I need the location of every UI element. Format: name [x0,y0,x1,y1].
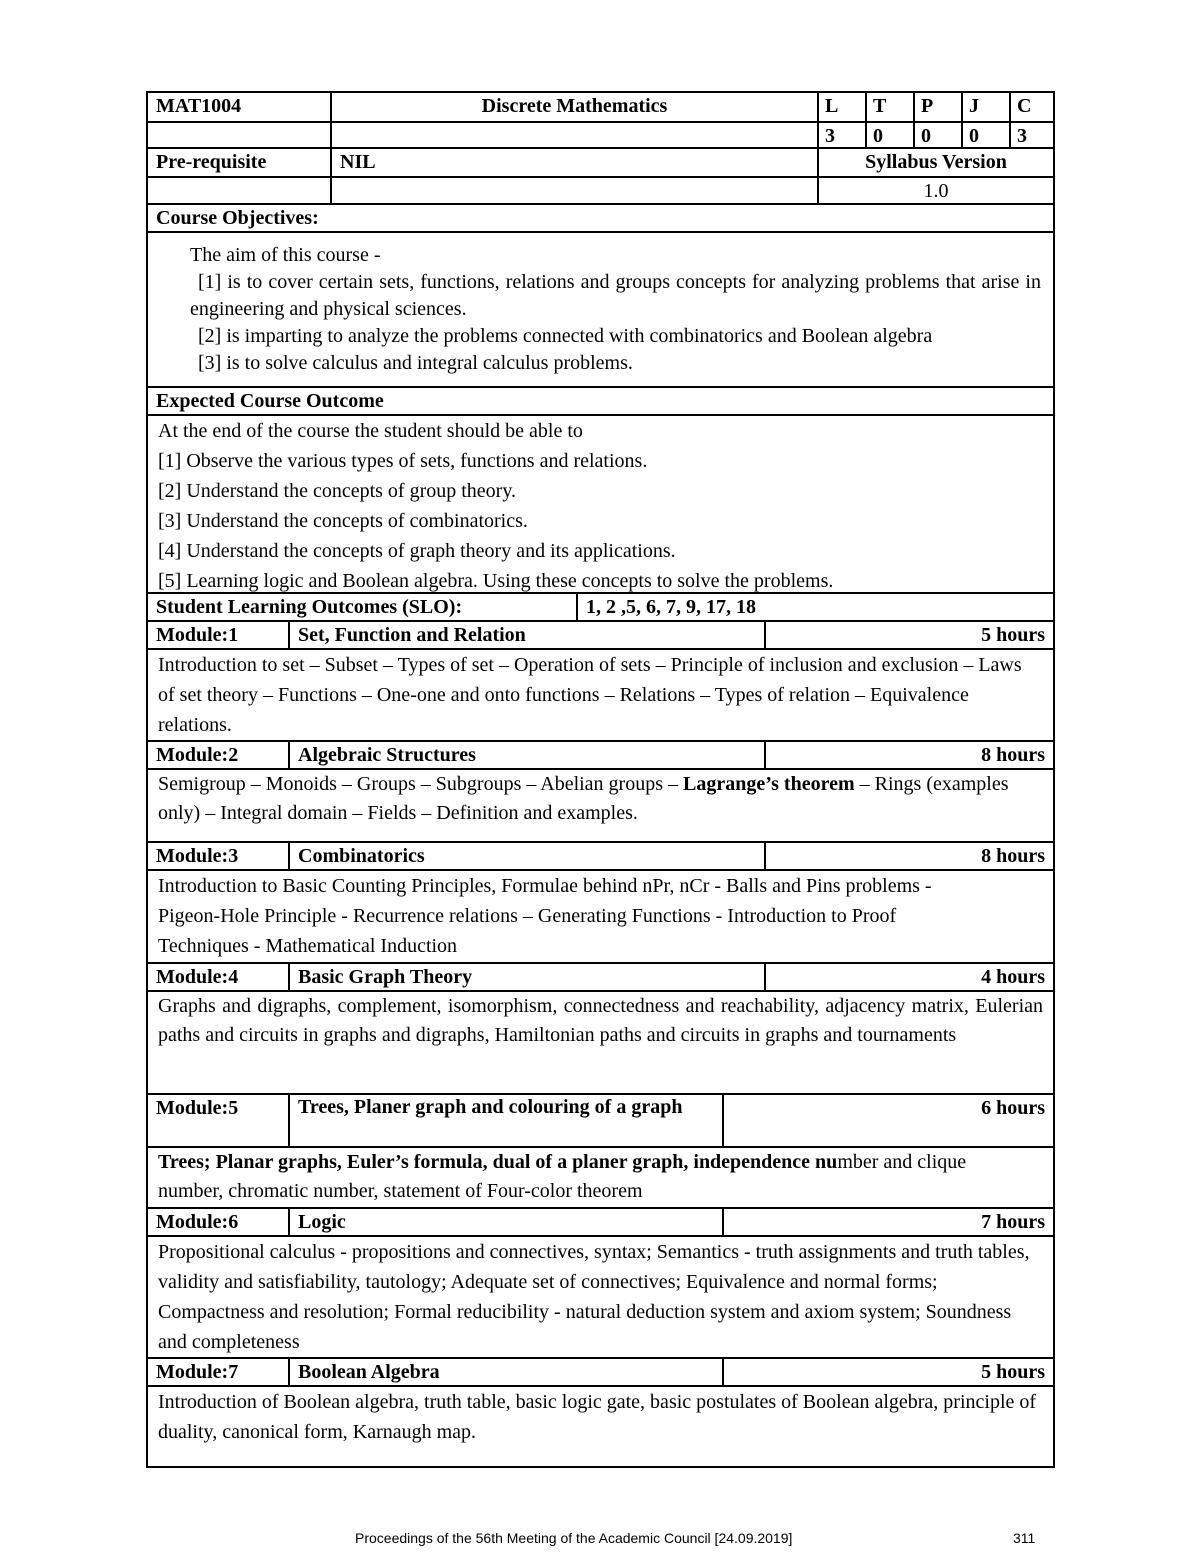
module-content-row [146,1235,1055,1357]
module-hours: 5 hours [764,622,1053,648]
module-label: Module:6 [156,1211,239,1233]
module-title: Logic [288,1209,722,1235]
module-label: Module:7 [156,1361,239,1383]
page-footer: Proceedings of the 56th Meeting of the Academic Council [24.09.2019] [355,1530,793,1546]
module-title: Trees, Planer graph and colouring of a graph [288,1095,722,1146]
module-content-row [146,990,1055,1093]
module-hours: 8 hours [764,843,1053,869]
outcomes-body-row [146,414,1055,592]
module-content: Introduction to Basic Counting Principles, Formulae behind nPr, nCr - Balls and Pins problems - Pigeon-Hole Principle - Recurrence relations – Generating Functions - Introduction to Proof Techniques - Mathematical Induction [158,875,932,957]
objective-item-1: [1] is to cover certain sets, functions, relations and groups concepts for analyzing problems that arise in engineering and physical sciences. [190,271,1041,320]
module-content-row [146,648,1055,740]
ltpjc-label-p: P [913,93,961,121]
module-content-bold: Trees; Planar graphs, Euler’s formula, dual of a planer graph, independence nu [158,1151,838,1173]
objectives-body [148,233,1053,386]
page-number: 311 [1013,1530,1036,1546]
outcome-item-3: [3] Understand the concepts of combinatorics. [158,510,528,532]
module-title: Combinatorics [288,843,764,869]
objective-item-2: [2] is imparting to analyze the problems connected with combinatorics and Boolean algebra [198,325,933,347]
module-content-post: mber and clique number, chromatic number, statement of Four-color theorem [158,1151,967,1202]
header-row [146,91,1055,121]
module-content: Graphs and digraphs, complement, isomorphism, connectedness and reachability, adjacency matrix, Eulerian paths and circuits in graphs and digraphs, Hamiltonian paths and circuits in graphs and tournaments [158,995,1043,1046]
course-code: MAT1004 [156,95,242,117]
version-row [146,176,1055,203]
module-label: Module:2 [156,744,239,766]
outcome-item-4: [4] Understand the concepts of graph theory and its applications. [158,540,676,562]
module-content: Introduction of Boolean algebra, truth table, basic logic gate, basic postulates of Boolean algebra, principle of duality, canonical form, Karnaugh map. [158,1391,1037,1443]
outcomes-heading-row [146,386,1055,414]
module-header-row [146,1357,1055,1385]
ltpjc-labels [817,93,1057,121]
ltpjc-value-t: 0 [865,123,913,147]
objective-item-3: [3] is to solve calculus and integral calculus problems. [198,352,633,374]
module-hours: 5 hours [722,1359,1053,1385]
module-header-row [146,841,1055,869]
slo-row [146,592,1055,620]
ltpjc-label-c: C [1009,93,1057,121]
module-hours: 7 hours [722,1209,1053,1235]
module-title: Basic Graph Theory [288,964,764,990]
module-label: Module:1 [156,624,239,646]
module-content [148,770,1053,841]
module-header-row [146,1207,1055,1235]
module-hours: 8 hours [764,742,1053,768]
empty-cell [330,123,817,147]
module-content-row [146,1146,1055,1207]
ltpjc-value-j: 0 [961,123,1009,147]
module-content-row [146,768,1055,841]
module-content: Introduction to set – Subset – Types of set – Operation of sets – Principle of inclusion and exclusion – Laws of set theory – Functions – One-one and onto functions – Relations – Types of relation – Equivalence relations. [158,654,1022,736]
module-title: Algebraic Structures [288,742,764,768]
module-header-row [146,1093,1055,1146]
module-content-post: – Rings (examples only) – Integral domain – Fields – Definition and examples. [158,773,1009,824]
module-title: Boolean Algebra [288,1359,722,1385]
ltpjc-value-c: 3 [1009,123,1057,147]
slo-label: Student Learning Outcomes (SLO): [156,596,463,618]
ltpjc-label-l: L [817,93,865,121]
module-content-pre: Semigroup – Monoids – Groups – Subgroups – Abelian groups – [158,773,683,795]
syllabus-version-label: Syllabus Version [817,149,1053,176]
ltpjc-values-row [146,121,1055,147]
module-content-row [146,869,1055,962]
empty-cell [330,178,817,203]
outcomes-intro: At the end of the course the student should be able to [158,420,583,442]
course-title: Discrete Mathematics [330,93,817,121]
module-label: Module:4 [156,966,239,988]
empty-cell [148,123,330,147]
module-header-row [146,620,1055,648]
objectives-heading-row [146,203,1055,231]
syllabus-table [146,91,1055,1468]
outcome-item-1: [1] Observe the various types of sets, functions and relations. [158,450,648,472]
outcome-item-2: [2] Understand the concepts of group theory. [158,480,517,502]
lagrange-theorem-text: Lagrange’s theorem [683,773,855,795]
outcome-item-5: [5] Learning logic and Boolean algebra. Using these concepts to solve the problems. [158,570,834,592]
prerequisite-label: Pre-requisite [156,151,267,173]
module-hours: 6 hours [722,1095,1053,1146]
ltpjc-values [817,123,1057,147]
empty-cell [148,178,330,203]
syllabus-version-value: 1.0 [817,178,1053,203]
objectives-body-row [146,231,1055,386]
ltpjc-value-p: 0 [913,123,961,147]
prerequisite-value: NIL [330,149,817,176]
ltpjc-label-t: T [865,93,913,121]
slo-value: 1, 2 ,5, 6, 7, 9, 17, 18 [576,594,1053,620]
outcomes-body [148,416,1053,592]
module-label: Module:3 [156,845,239,867]
ltpjc-label-j: J [961,93,1009,121]
module-hours: 4 hours [764,964,1053,990]
module-header-row [146,740,1055,768]
module-title: Set, Function and Relation [288,622,764,648]
objectives-intro: The aim of this course - [190,244,381,266]
module-content [148,1148,1053,1207]
module-content-row [146,1385,1055,1468]
ltpjc-value-l: 3 [817,123,865,147]
module-header-row [146,962,1055,990]
module-content: Propositional calculus - propositions and connectives, syntax; Semantics - truth assignments and truth tables, validity and satisfiability, tautology; Adequate set of connectives; Equivalence and normal forms; Compactness and resolution; Formal reducibility - natural deduction system and axiom system; Soundness and completeness [158,1241,1030,1353]
objectives-heading: Course Objectives: [156,207,319,229]
outcomes-heading: Expected Course Outcome [156,390,384,412]
module-label: Module:5 [156,1097,239,1119]
prerequisite-row [146,147,1055,176]
